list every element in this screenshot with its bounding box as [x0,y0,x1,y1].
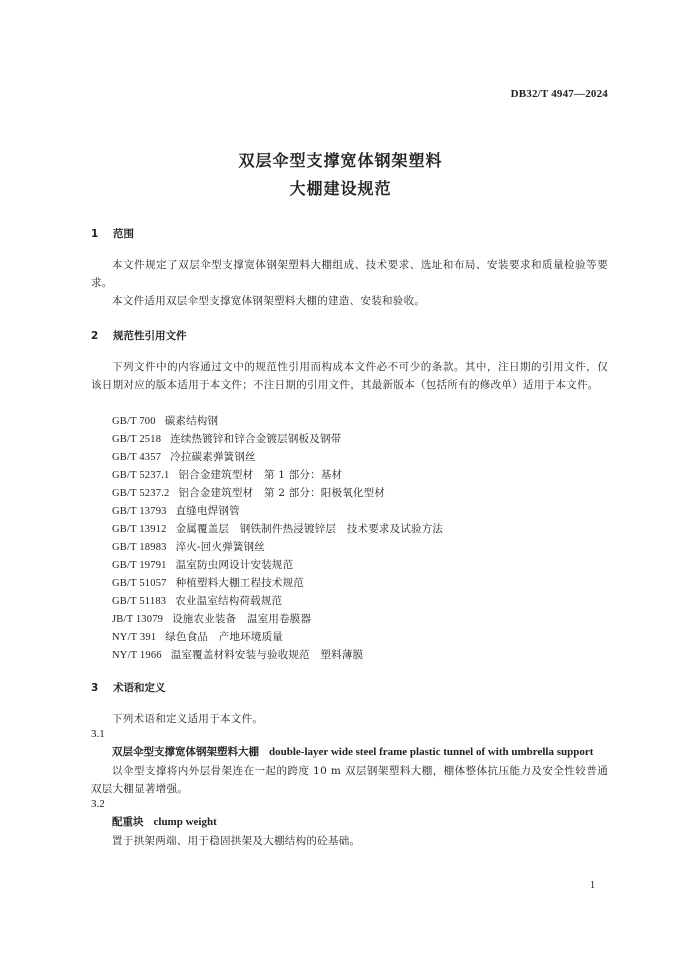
reference-code: GB/T 700 [112,416,156,427]
paragraph: 本文件规定了双层伞型支撑宽体钢架塑料大棚组成、技术要求、选址和布局、安装要求和质量检验等要求。 [91,259,608,289]
reference-title: 直缝电焊钢管 [175,505,240,517]
reference-item [112,628,283,647]
reference-item [112,520,443,539]
section-heading-terms [91,680,166,695]
reference-title: 金属覆盖层 钢铁制件热浸镀锌层 技术要求及试验方法 [175,523,444,535]
section-title: 范围 [113,228,134,240]
page-number: 1 [590,880,595,891]
reference-code: GB/T 13793 [112,506,167,517]
section-title: 规范性引用文件 [113,330,187,342]
reference-item [112,538,265,557]
document-number: DB32/T 4947—2024 [510,88,608,100]
section-number: 2 [91,330,99,342]
term-entry [112,814,217,829]
reference-item [112,646,363,665]
reference-title: 绿色食品 产地环境质量 [165,631,283,643]
reference-title: 碳素结构钢 [164,415,219,427]
reference-item [112,412,218,431]
reference-title: 设施农业装备 温室用卷膜器 [172,613,312,625]
reference-item [112,556,293,575]
term-entry [112,744,593,759]
document-title-line1: 双层伞型支撑宽体钢架塑料 [238,151,443,170]
reference-title: 淬火-回火弹簧钢丝 [175,541,265,553]
reference-code: GB/T 4357 [112,452,162,463]
term-chinese: 双层伞型支撑宽体钢架塑料大棚 [112,746,259,758]
reference-title: 冷拉碳素弹簧钢丝 [170,451,256,463]
reference-item [112,484,385,503]
reference-item [112,592,282,611]
section-number: 3 [91,682,99,694]
reference-code: NY/T 1966 [112,650,162,661]
reference-item [112,574,304,593]
document-title-line2: 大棚建设规范 [289,179,392,198]
reference-code: GB/T 13912 [112,524,167,535]
term-chinese: 配重块 [112,816,144,828]
reference-code: GB/T 51057 [112,578,167,589]
term-english: clump weight [153,816,217,828]
reference-code: GB/T 19791 [112,560,167,571]
reference-item [112,448,256,467]
term-number: 3.2 [91,798,105,810]
reference-code: JB/T 13079 [112,614,164,625]
reference-title: 铝合金建筑型材 第 1 部分：基材 [178,469,343,481]
term-definition: 置于拱架两端、用于稳固拱架及大棚结构的砼基础。 [112,835,361,847]
paragraph: 下列术语和定义适用于本文件。 [112,713,264,725]
section-title: 术语和定义 [113,682,166,694]
reference-code: GB/T 2518 [112,434,162,445]
term-number: 3.1 [91,728,105,740]
section-number: 1 [91,228,99,240]
reference-item [112,466,342,485]
reference-title: 铝合金建筑型材 第 2 部分：阳极氧化型材 [178,487,385,499]
paragraph: 下列文件中的内容通过文中的规范性引用而构成本文件必不可少的条款。其中，注日期的引用文件，仅该日期对应的版本适用于本文件；不注日期的引用文件，其最新版本（包括所有的修改单）适用于本文件。 [91,361,608,391]
reference-title: 温室防虫网设计安装规范 [175,559,294,571]
term-english: double-layer wide steel frame plastic tunnel of with umbrella support [269,746,594,758]
reference-code: GB/T 51183 [112,596,167,607]
reference-code: GB/T 18983 [112,542,167,553]
reference-item [112,610,311,629]
reference-title: 温室覆盖材料安装与验收规范 塑料薄膜 [170,649,364,661]
reference-code: GB/T 5237.1 [112,470,170,481]
reference-title: 农业温室结构荷载规范 [175,595,283,607]
reference-title: 种植塑料大棚工程技术规范 [175,577,305,589]
reference-item [112,502,240,521]
section-heading-references [91,328,187,343]
reference-item [112,430,341,449]
paragraph: 本文件适用双层伞型支撑宽体钢架塑料大棚的建造、安装和验收。 [112,295,426,307]
reference-code: NY/T 391 [112,632,157,643]
reference-code: GB/T 5237.2 [112,488,170,499]
reference-title: 连续热镀锌和锌合金镀层钢板及钢带 [170,433,342,445]
section-heading-scope [91,226,134,241]
term-definition: 以伞型支撑将内外层骨架连在一起的跨度 10 m 双层钢架塑料大棚，棚体整体抗压能力及安全性较普通双层大棚显著增强。 [91,765,608,795]
